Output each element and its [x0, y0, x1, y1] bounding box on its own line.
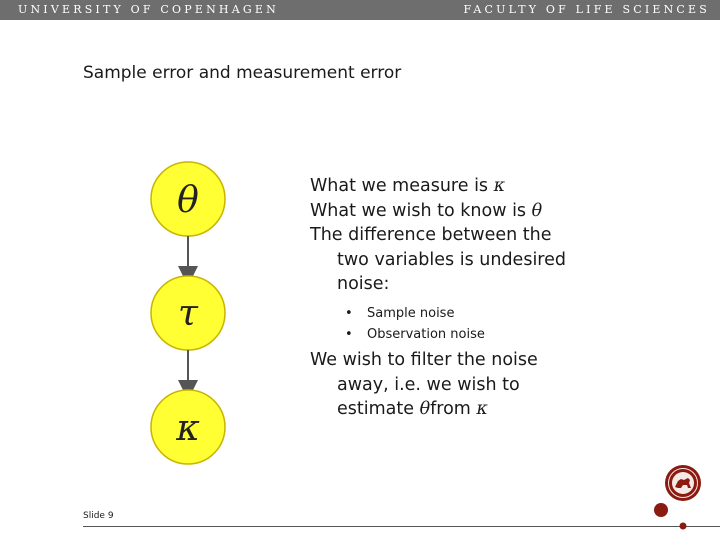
from-text: from [430, 399, 477, 419]
bullet-difference-line2: two variables is undesired [337, 249, 566, 270]
bullet-measure-text: What we measure is [310, 176, 494, 196]
small-dot-icon [680, 523, 687, 530]
university-name: UNIVERSITY OF COPENHAGEN [18, 3, 279, 16]
estimate-text: estimate [337, 399, 420, 419]
kappa-inline: κ [476, 399, 488, 419]
large-dot-icon [654, 503, 668, 517]
theta-inline: θ [419, 399, 431, 419]
bullet-dot: • [345, 327, 353, 342]
bullet-filter-line2: away, i.e. we wish to [337, 374, 520, 395]
sub-bullet-sample-text: Sample noise [367, 306, 455, 321]
tau-symbol: τ [178, 293, 198, 334]
faculty-name: FACULTY OF LIFE SCIENCES [463, 3, 710, 16]
theta-symbol: θ [177, 180, 199, 221]
kappa-inline: κ [493, 176, 506, 196]
bullet-filter-line1: We wish to filter the noise [310, 350, 538, 370]
bullet-difference-line1: The difference between the [310, 225, 552, 245]
bullet-dot: • [345, 306, 353, 321]
bullet-difference-line3: noise: [337, 274, 390, 294]
kappa-symbol: κ [176, 408, 200, 449]
bullet-know-text: What we wish to know is [310, 200, 532, 221]
slide-title: Sample error and measurement error [83, 63, 402, 83]
slide-number: Slide 9 [83, 511, 114, 521]
theta-inline: θ [531, 200, 543, 221]
sub-bullet-observation-text: Observation noise [367, 327, 485, 342]
